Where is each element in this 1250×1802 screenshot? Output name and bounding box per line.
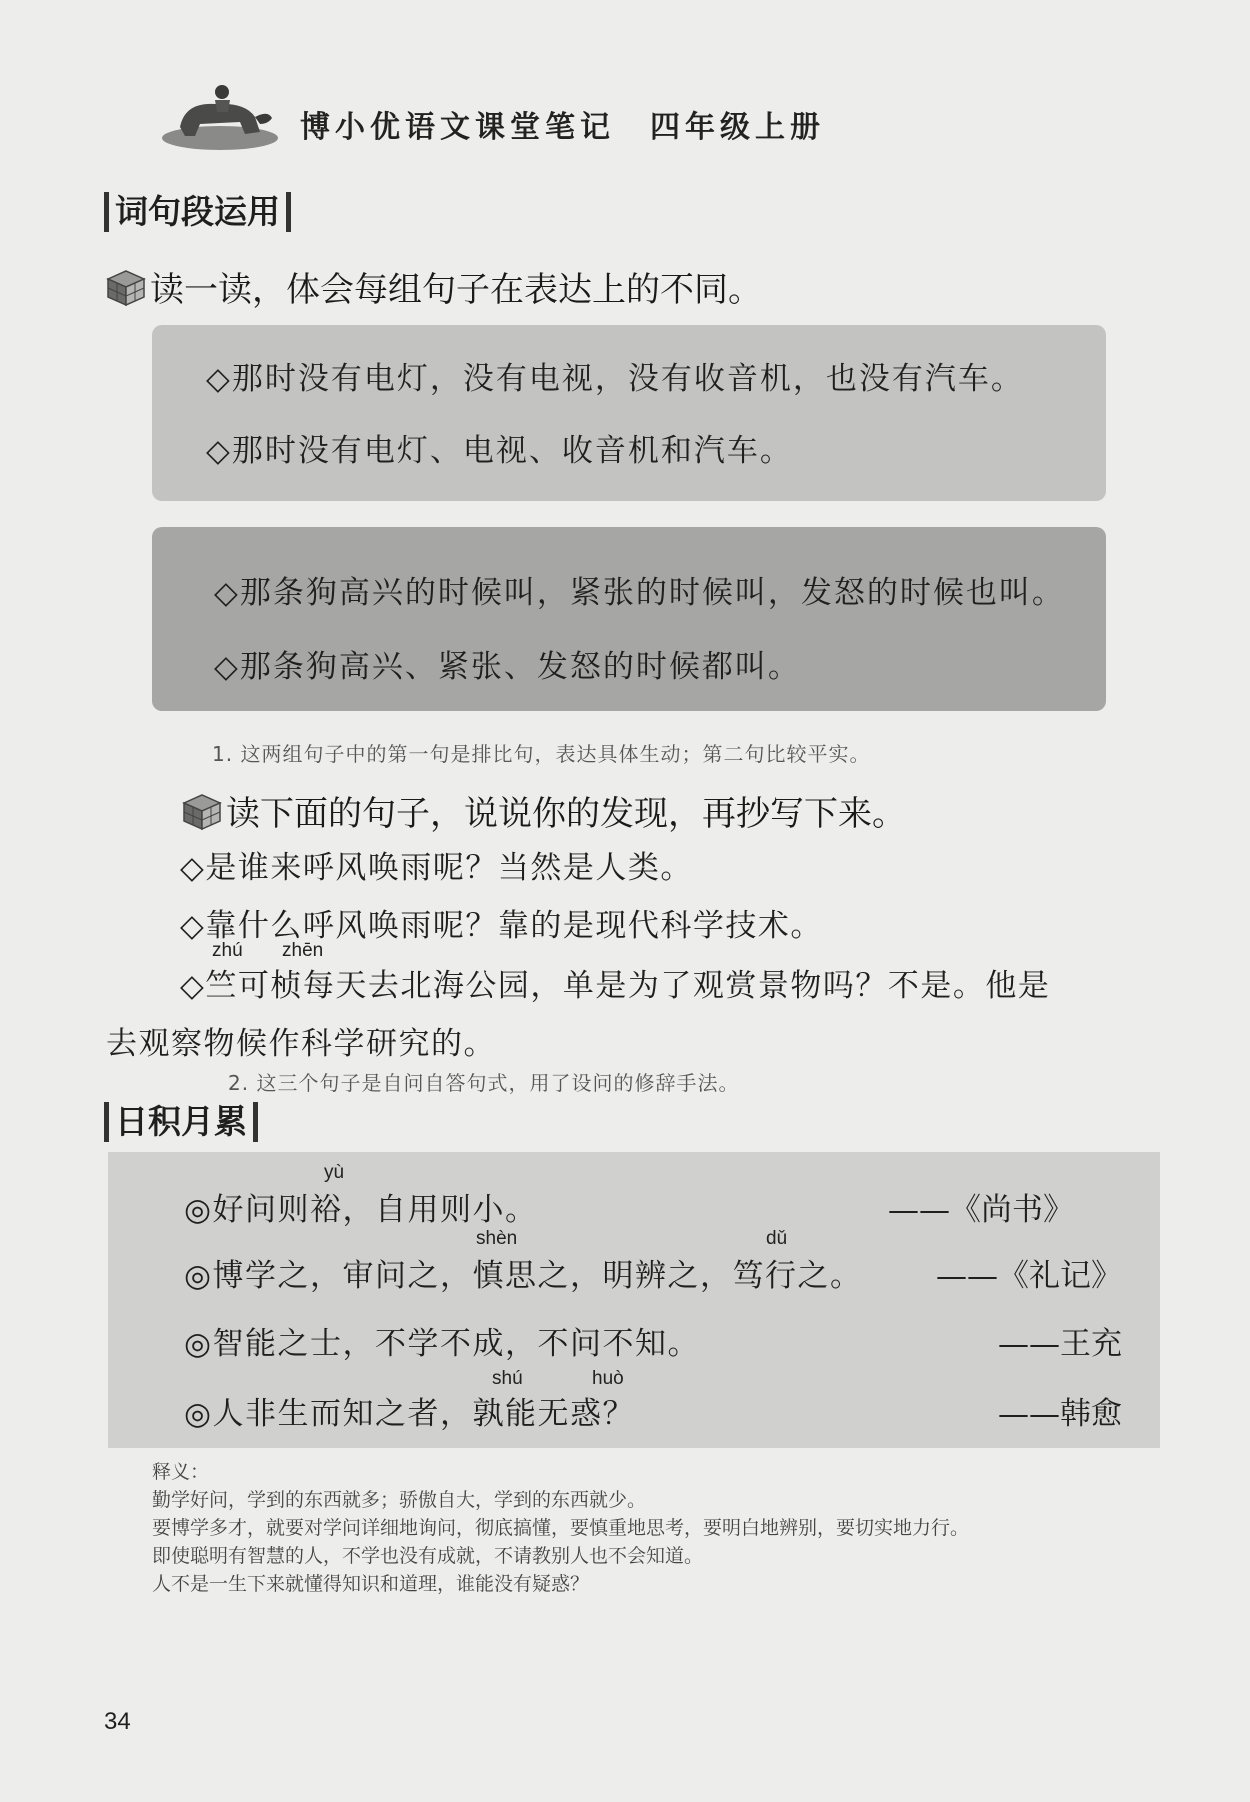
quote-4-source: ——韩愈 (998, 1396, 1122, 1432)
quote-2-source: ——《礼记》 (936, 1258, 1122, 1294)
explanation-line-2: 要博学多才，就要对学问详细地询问，彻底搞懂，要慎重地思考，要明白地辨别，要切实地力行。 (152, 1517, 970, 1539)
pinyin-huo: huò (592, 1368, 624, 1389)
answer-1: 1. 这两组句子中的第一句是排比句，表达具体生动；第二句比较平实。 (212, 742, 871, 766)
exercise-2-line-3: ◇竺可桢每天去北海公园，单是为了观赏景物吗？不是。他是 (180, 968, 1051, 1004)
quote-3-source: ——王充 (998, 1326, 1122, 1362)
quote-3: ◎智能之士，不学不成，不问不知。 (184, 1326, 701, 1362)
exercise-2-line-1: ◇是谁来呼风唤雨呢？当然是人类。 (180, 850, 693, 886)
section-heading-accumulation: 日积月累 (104, 1102, 258, 1142)
sentence-1a: ◇那时没有电灯，没有电视，没有收音机，也没有汽车。 (206, 361, 1024, 397)
cube-icon (180, 791, 224, 831)
explanation-line-1: 勤学好问，学到的东西就多；骄傲自大，学到的东西就少。 (152, 1489, 647, 1511)
exercise-2-line-4: 去观察物候作科学研究的。 (106, 1026, 496, 1062)
exercise-1-title-text: 读一读，体会每组句子在表达上的不同。 (150, 270, 762, 310)
sentence-2b: ◇那条狗高兴、紧张、发怒的时候都叫。 (214, 649, 801, 685)
quotes-box (108, 1152, 1160, 1448)
exercise-2-title-text: 读下面的句子，说说你的发现，再抄写下来。 (226, 794, 906, 834)
page-number: 34 (104, 1708, 131, 1735)
header-ox-illustration (160, 72, 280, 152)
pinyin-shu: shú (492, 1368, 523, 1389)
explanation-line-4: 人不是一生下来就懂得知识和道理，谁能没有疑惑？ (152, 1573, 590, 1595)
pinyin-zhen: zhēn (282, 940, 324, 961)
exercise-2-title (180, 786, 906, 835)
sentence-2a: ◇那条狗高兴的时候叫，紧张的时候叫，发怒的时候也叫。 (214, 575, 1065, 611)
section-heading-usage: 词句段运用 (104, 192, 291, 232)
pinyin-zhu: zhú (212, 940, 243, 961)
pinyin-du: dǔ (766, 1228, 788, 1249)
explanation-label: 释义： (152, 1461, 210, 1483)
pinyin-yu: yù (324, 1162, 345, 1183)
sentence-group-1 (152, 325, 1106, 501)
cube-icon (104, 267, 148, 307)
quote-2: ◎博学之，审问之，慎思之，明辨之，笃行之。 (184, 1258, 863, 1294)
header-title: 博小优语文课堂笔记 四年级上册 (300, 110, 825, 145)
sentence-1b: ◇那时没有电灯、电视、收音机和汽车。 (206, 433, 793, 469)
answer-2: 2. 这三个句子是自问自答句式，用了设问的修辞手法。 (228, 1071, 740, 1095)
quote-4: ◎人非生而知之者，孰能无惑？ (184, 1396, 636, 1432)
quote-1: ◎好问则裕，自用则小。 (184, 1192, 538, 1228)
pinyin-shen: shèn (476, 1228, 518, 1249)
explanation-line-3: 即使聪明有智慧的人，不学也没有成就，不请教别人也不会知道。 (152, 1545, 704, 1567)
exercise-2-line-2: ◇靠什么呼风唤雨呢？靠的是现代科学技术。 (180, 908, 823, 944)
exercise-1-title (104, 262, 762, 311)
explanation-block (152, 1458, 969, 1598)
quote-1-source: ——《尚书》 (888, 1192, 1074, 1228)
sentence-group-2 (152, 527, 1106, 711)
